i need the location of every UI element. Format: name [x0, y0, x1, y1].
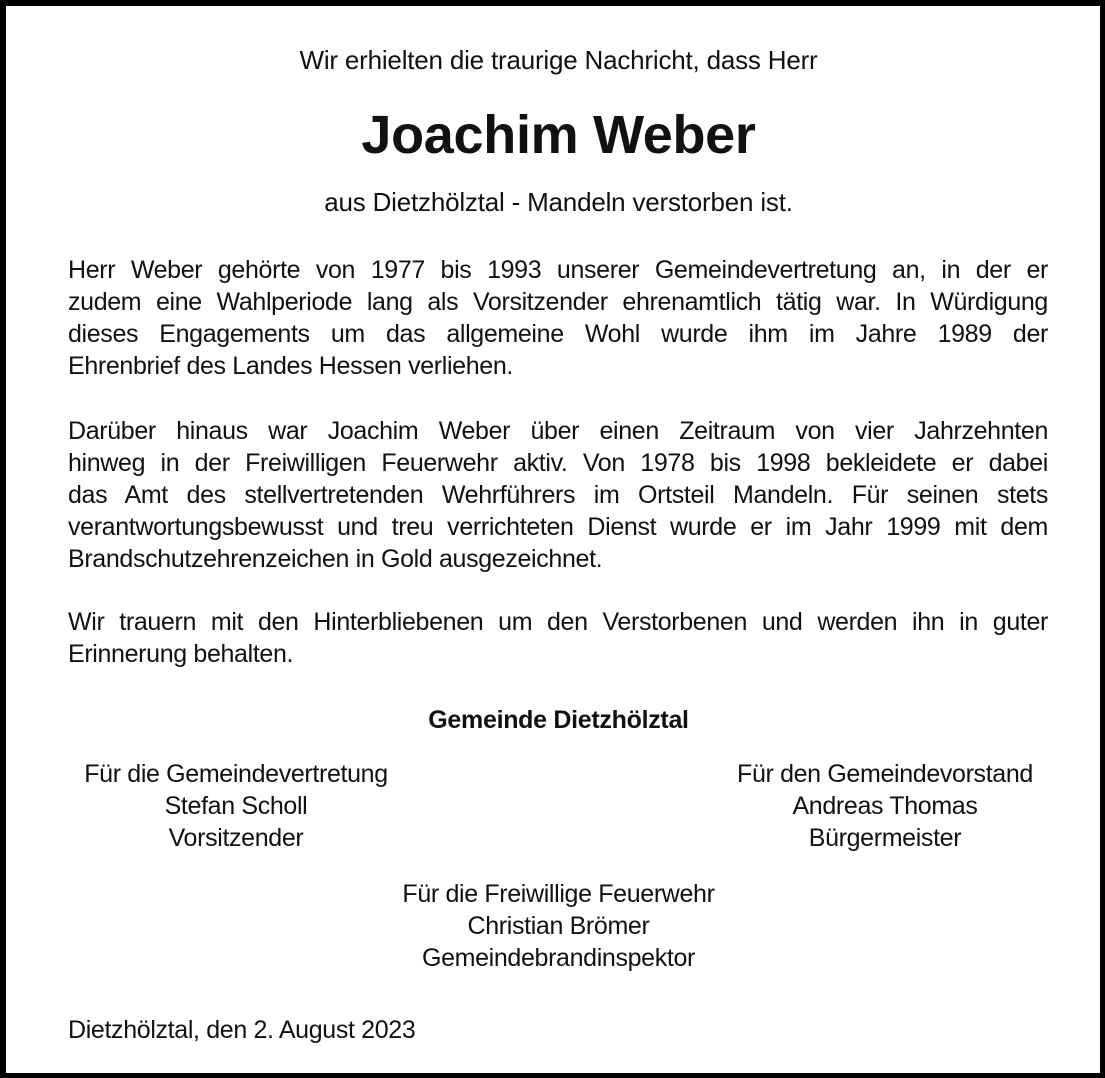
deceased-name: Joachim Weber: [361, 105, 756, 165]
organization-heading: Gemeinde Dietzhölztal: [428, 706, 689, 734]
signatory-name: Andreas Thomas: [792, 792, 978, 820]
signatory-name: Christian Brömer: [467, 912, 650, 940]
signatory-title: Bürgermeister: [808, 824, 962, 852]
signatory-role: Für die Gemeindevertretung: [84, 760, 388, 788]
paragraph-council-service: [68, 254, 1048, 382]
paragraph-line: Herr Weber gehörte von 1977 bis 1993 unserer Gemeindevertretung an, in der er: [68, 256, 1048, 284]
paragraph-line: verantwortungsbewusst und treu verrichteten Dienst wurde er im Jahr 1999 mit dem: [68, 513, 1048, 541]
paragraph-line: zudem eine Wahlperiode lang als Vorsitzender ehrenamtlich tätig war. In Würdigung: [68, 288, 1048, 316]
signatory-title: Vorsitzender: [168, 824, 304, 852]
paragraph-line: Erinnerung behalten.: [68, 640, 294, 668]
paragraph-line: Brandschutzehrenzeichen in Gold ausgezeichnet.: [68, 545, 603, 573]
paragraph-condolence: [68, 606, 1048, 670]
signatory-council: [68, 758, 404, 854]
paragraph-line: Wir trauern mit den Hinterbliebenen um den Verstorbenen und werden ihn in guter: [68, 608, 1048, 636]
signatory-board: [722, 758, 1048, 854]
place-and-date: Dietzhölztal, den 2. August 2023: [68, 1016, 416, 1044]
signatory-fire-brigade: [6, 878, 1105, 974]
signatory-role: Für den Gemeindevorstand: [737, 760, 1033, 788]
intro-line: Wir erhielten die traurige Nachricht, dass Herr: [299, 45, 818, 75]
paragraph-line: hinweg in der Freiwilligen Feuerwehr aktiv. Von 1978 bis 1998 bekleidete er dabei: [68, 449, 1048, 477]
paragraph-line: Ehrenbrief des Landes Hessen verliehen.: [68, 352, 513, 380]
paragraph-line: das Amt des stellvertretenden Wehrführers im Ortsteil Mandeln. Für seinen stets: [68, 481, 1048, 509]
paragraph-line: Darüber hinaus war Joachim Weber über einen Zeitraum von vier Jahrzehnten: [68, 417, 1048, 445]
paragraph-line: dieses Engagements um das allgemeine Wohl wurde ihm im Jahre 1989 der: [68, 320, 1048, 348]
signatory-name: Stefan Scholl: [164, 792, 308, 820]
signatory-role: Für die Freiwillige Feuerwehr: [402, 880, 715, 908]
origin-line: aus Dietzhölztal - Mandeln verstorben ist.: [324, 187, 793, 217]
signatory-title: Gemeindebrandinspektor: [421, 944, 696, 972]
paragraph-fire-brigade-service: [68, 415, 1048, 575]
